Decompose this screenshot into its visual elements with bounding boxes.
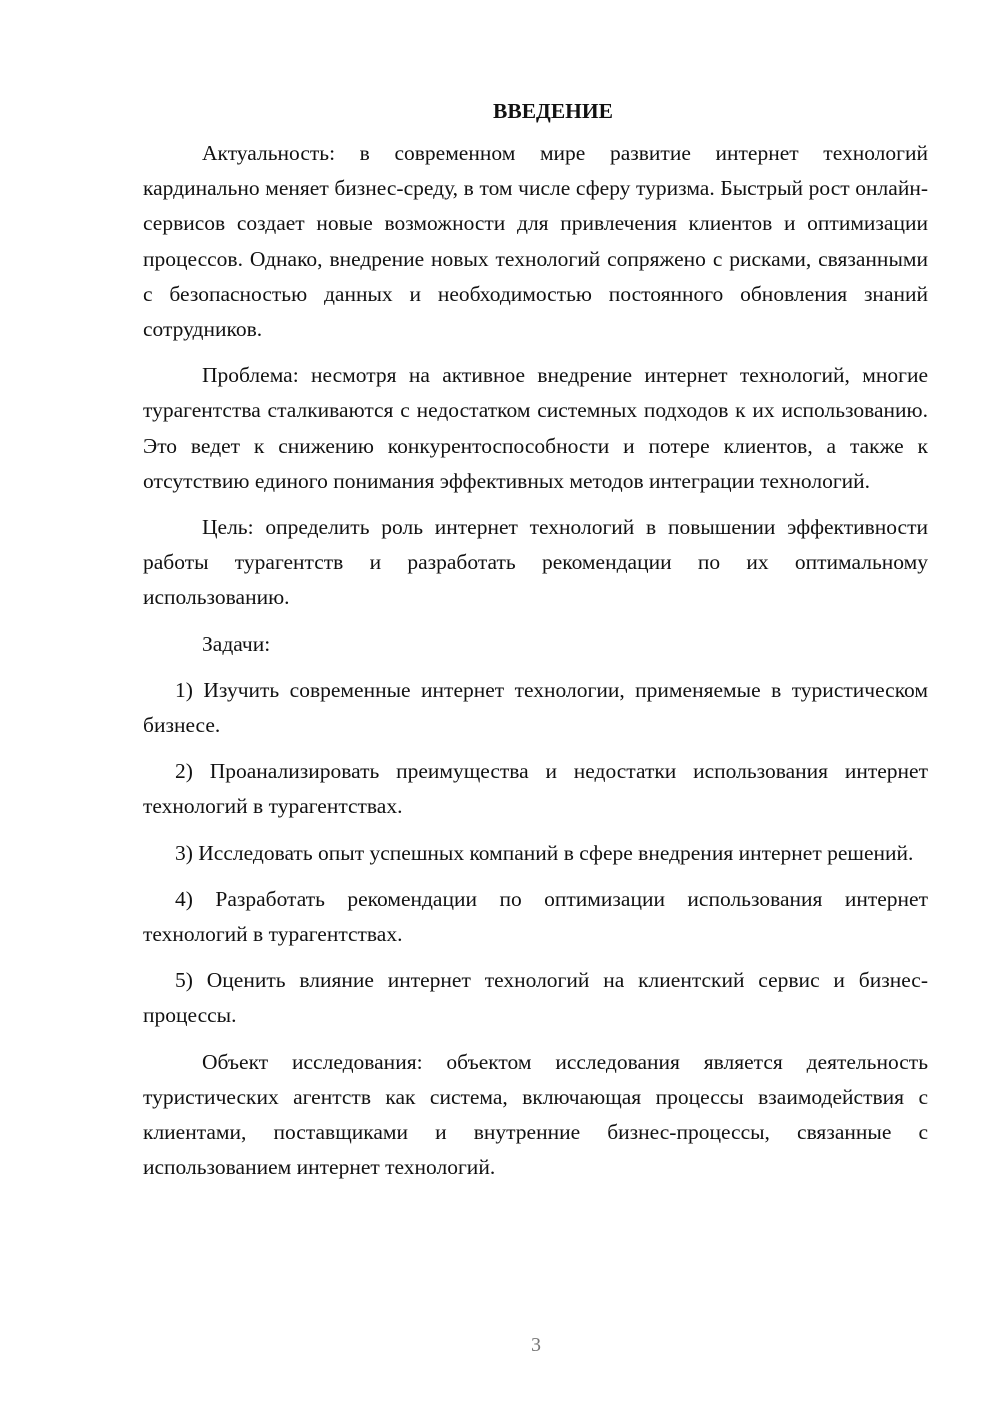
section-heading: ВВЕДЕНИЕ [493,99,613,123]
list-item: 4) Разработать рекомендации по оптимизации использования интернет технологий в турагентствах. [143,886,928,947]
list-item: 1) Изучить современные интернет технологии, применяемые в туристическом бизнесе. [143,677,928,738]
list-item: 5) Оценить влияние интернет технологий на клиентский сервис и бизнес-процессы. [143,968,928,1028]
paragraph-relevance: Актуальность: в современном мире развитие интернет технологий кардинально меняет бизнес-среду, в том числе сферу туризма. Быстрый рост онлайн-сервисов создает новые возможности для привлечения клиентов и оптимизации процессов. Однако, внедрение новых технологий сопряжено с рисками, связанными с безопасностью данных и необходимостью постоянного обновления знаний сотрудников. [143,141,928,342]
list-item: 2) Проанализировать преимущества и недостатки использования интернет технологий в турагентствах. [143,759,928,819]
paragraph-problem: Проблема: несмотря на активное внедрение интернет технологий, многие турагентства сталкиваются с недостатком системных подходов к их использованию. Это ведет к снижению конкурентоспособности и потере клиентов, а также к отсутствию единого понимания эффективных методов интеграции технологий. [143,363,928,493]
document-body [143,96,928,1196]
tasks-label: Задачи: [202,631,271,656]
page-number: 3 [531,1334,541,1356]
paragraph-object: Объект исследования: объектом исследования является деятельность туристических агентств как система, включающая процессы взаимодействия с клиентами, поставщиками и внутренние бизнес-процессы, связанные с использованием интернет технологий. [143,1049,928,1180]
tasks-list [143,673,928,1034]
paragraph-goal: Цель: определить роль интернет технологий в повышении эффективности работы турагентств и разработать рекомендации по их оптимальному использованию. [143,515,928,610]
list-item: 3) Исследовать опыт успешных компаний в сфере внедрения интернет решений. [175,840,914,865]
